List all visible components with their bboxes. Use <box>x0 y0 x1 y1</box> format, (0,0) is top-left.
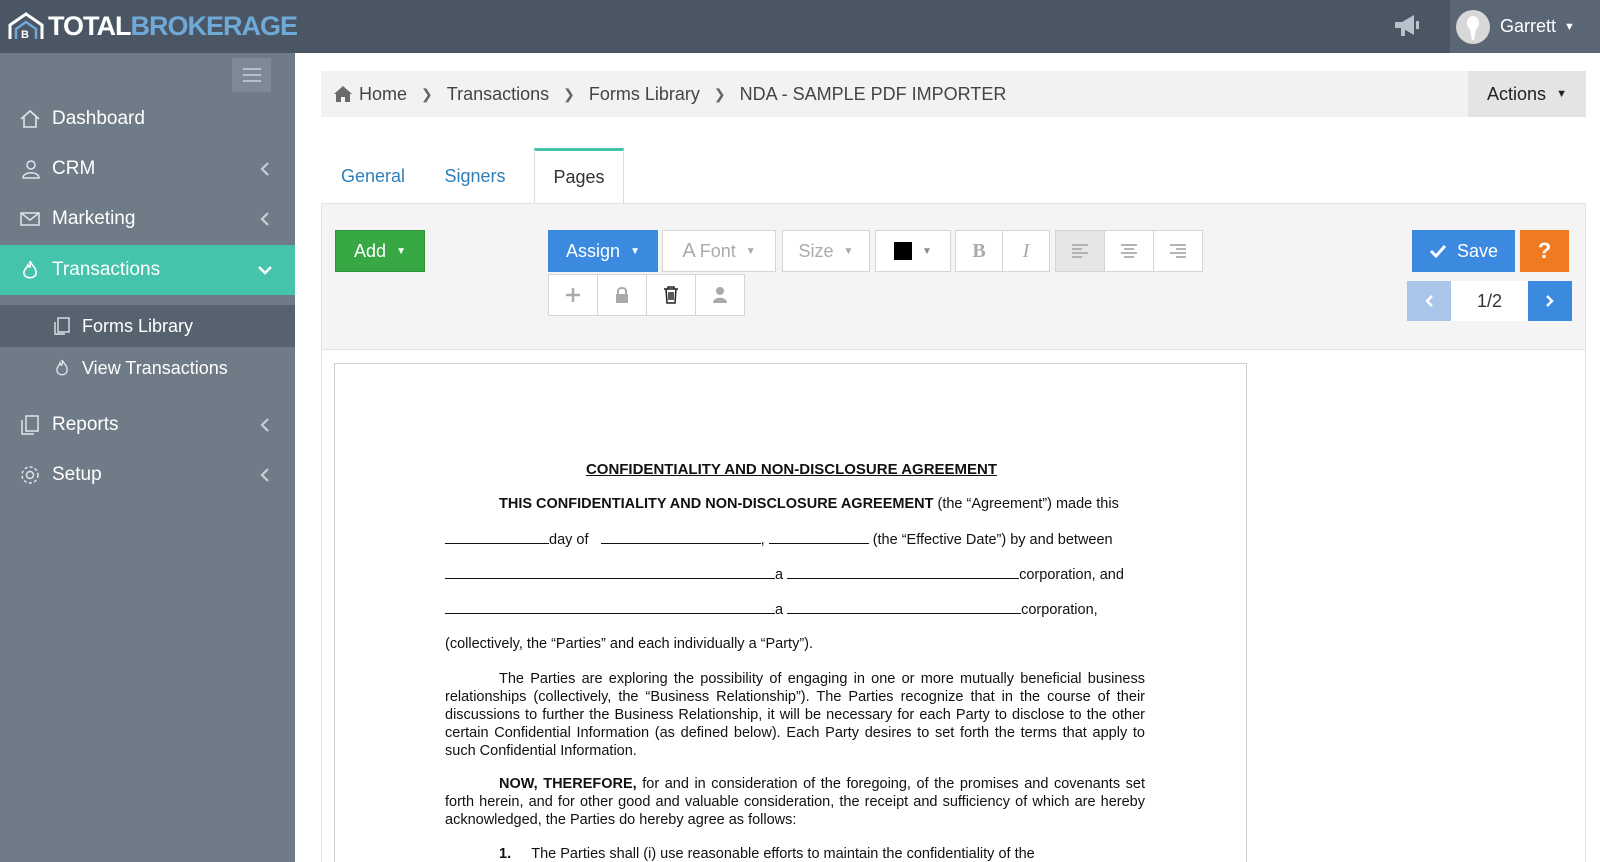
font-select[interactable]: A Font ▼ <box>662 230 776 272</box>
document-parties-line: (collectively, the “Parties” and each individually a “Party”). <box>445 636 814 652</box>
align-left-button[interactable] <box>1055 230 1105 272</box>
document-date-line: day of , (the “Effective Date”) by and between <box>445 530 1145 549</box>
chevron-down-icon: ▼ <box>1564 20 1575 33</box>
flame-icon <box>52 358 72 378</box>
chevron-right-icon: ❯ <box>421 85 433 102</box>
page-indicator: 1/2 <box>1451 281 1528 321</box>
check-icon <box>1429 244 1447 258</box>
user-name: Garrett <box>1500 16 1557 36</box>
sidebar-item-dashboard[interactable] <box>0 94 295 144</box>
save-button[interactable]: Save <box>1412 230 1515 272</box>
color-swatch <box>894 242 912 260</box>
envelope-icon <box>18 207 42 231</box>
breadcrumb-transactions[interactable]: Transactions <box>446 83 550 104</box>
top-bar <box>0 0 1600 53</box>
flame-icon <box>18 258 42 282</box>
app-logo[interactable] <box>8 8 297 44</box>
previous-page-button[interactable] <box>1407 281 1451 321</box>
app-logo-text: TOTALBROKERAGE <box>48 10 298 41</box>
chevron-down-icon: ▼ <box>745 245 756 257</box>
chevron-right-icon <box>1545 294 1555 308</box>
document-paragraph-3: 1. The Parties shall (i) use reasonable efforts to maintain the confidentiality of the <box>499 846 1035 862</box>
breadcrumb-home[interactable]: Home <box>359 83 408 104</box>
editor-toolbar <box>321 203 1586 350</box>
reports-icon <box>18 413 42 437</box>
chevron-left-icon <box>260 417 270 433</box>
align-right-icon <box>1169 243 1187 259</box>
tab-pages[interactable]: Pages <box>534 148 624 204</box>
sidebar-item-setup[interactable] <box>0 450 295 500</box>
align-center-icon <box>1120 243 1138 259</box>
sidebar-subitem-forms-library[interactable] <box>0 305 295 347</box>
plus-icon <box>565 287 581 303</box>
sidebar-item-label: Marketing <box>52 208 136 229</box>
tab-signers[interactable]: Signers <box>444 165 506 186</box>
document-paragraph-2: NOW, THEREFORE, for and in consideration of the foregoing, of the promises and covenants set forth herein, and for other good and valuable consideration, the receipt and sufficiency of which are hereby acknowledged, the Parties do hereby agree as follows: <box>445 776 1145 828</box>
chevron-right-icon: ❯ <box>563 85 575 102</box>
chevron-left-icon <box>260 161 270 177</box>
pdf-page[interactable] <box>334 363 1247 862</box>
user-silhouette-icon <box>1456 10 1490 44</box>
sidebar-item-label: Dashboard <box>52 108 145 129</box>
align-center-button[interactable] <box>1104 230 1154 272</box>
breadcrumb <box>321 71 1586 117</box>
sidebar-item-label: Setup <box>52 464 102 485</box>
sidebar-item-crm[interactable] <box>0 144 295 194</box>
sidebar-item-reports[interactable] <box>0 400 295 450</box>
sidebar-item-label: CRM <box>52 158 96 179</box>
chevron-down-icon <box>257 265 273 275</box>
sidebar-item-transactions[interactable] <box>0 245 295 295</box>
assign-signer-button[interactable] <box>695 274 745 316</box>
tab-bar <box>321 148 1586 204</box>
chevron-down-icon: ▼ <box>922 245 932 257</box>
italic-button[interactable]: I <box>1002 230 1050 272</box>
breadcrumb-current: NDA - SAMPLE PDF IMPORTER <box>739 83 1007 104</box>
sidebar-subitem-label: Forms Library <box>82 315 194 336</box>
svg-text:B: B <box>21 29 29 41</box>
size-select[interactable]: Size ▼ <box>782 230 870 272</box>
tab-general[interactable]: General <box>340 165 406 186</box>
sidebar-item-label: Reports <box>52 414 119 435</box>
color-picker[interactable] <box>875 230 951 272</box>
lock-button[interactable] <box>597 274 647 316</box>
user-icon <box>712 286 728 304</box>
document-title: CONFIDENTIALITY AND NON-DISCLOSURE AGREEMENT <box>585 461 998 478</box>
document-party2-line: a corporation, <box>445 600 1145 619</box>
delete-button[interactable] <box>646 274 696 316</box>
lock-icon <box>614 286 630 304</box>
megaphone-icon[interactable] <box>1392 13 1422 39</box>
assign-button[interactable]: Assign ▼ <box>548 230 658 272</box>
add-button[interactable]: Add ▼ <box>335 230 425 272</box>
home-icon[interactable] <box>333 85 353 103</box>
sidebar-subitem-view-transactions[interactable] <box>0 347 295 389</box>
breadcrumb-forms-library[interactable]: Forms Library <box>588 83 700 104</box>
chevron-left-icon <box>260 467 270 483</box>
sidebar-item-label: Transactions <box>52 259 161 280</box>
document-area <box>321 350 1586 862</box>
chevron-right-icon: ❯ <box>713 85 726 102</box>
menu-toggle-icon[interactable] <box>232 58 271 92</box>
users-icon <box>18 157 42 181</box>
bold-button[interactable]: B <box>955 230 1003 272</box>
document-paragraph-1: The Parties are exploring the possibility of engaging in one or more mutually beneficial business relationships (collectively, the “Business Relationship”). The Parties recognize that in the course of their discussions to further the Business Relationship, it will be necessary for each Party to disclose to the other certain Confidential Information (as defined below). Each Party desires to set forth the terms that apply to such Confidential Information. <box>445 671 1145 759</box>
documents-icon <box>52 316 72 336</box>
avatar <box>1456 10 1490 44</box>
actions-button[interactable]: Actions ▼ <box>1468 71 1586 117</box>
help-button[interactable]: ? <box>1520 230 1569 272</box>
chevron-down-icon: ▼ <box>396 245 406 257</box>
trash-icon <box>663 286 679 304</box>
chevron-left-icon <box>1424 294 1434 308</box>
document-intro-line: THIS CONFIDENTIALITY AND NON-DISCLOSURE AGREEMENT (the “Agreement”) made this <box>499 496 1119 512</box>
sidebar-item-marketing[interactable] <box>0 194 295 244</box>
chevron-down-icon: ▼ <box>843 245 854 257</box>
chevron-down-icon: ▼ <box>630 245 640 257</box>
document-party1-line: a corporation, and <box>445 565 1145 584</box>
user-menu[interactable] <box>1450 0 1600 53</box>
gear-icon <box>18 463 42 487</box>
home-icon <box>18 107 42 131</box>
font-icon: A <box>682 239 696 262</box>
next-page-button[interactable] <box>1528 281 1572 321</box>
chevron-left-icon <box>260 211 270 227</box>
chevron-down-icon: ▼ <box>1556 88 1567 100</box>
align-right-button[interactable] <box>1153 230 1203 272</box>
house-logo-icon <box>8 11 44 41</box>
sidebar-subitem-label: View Transactions <box>82 357 228 378</box>
align-left-icon <box>1071 243 1089 259</box>
add-field-button[interactable] <box>548 274 598 316</box>
